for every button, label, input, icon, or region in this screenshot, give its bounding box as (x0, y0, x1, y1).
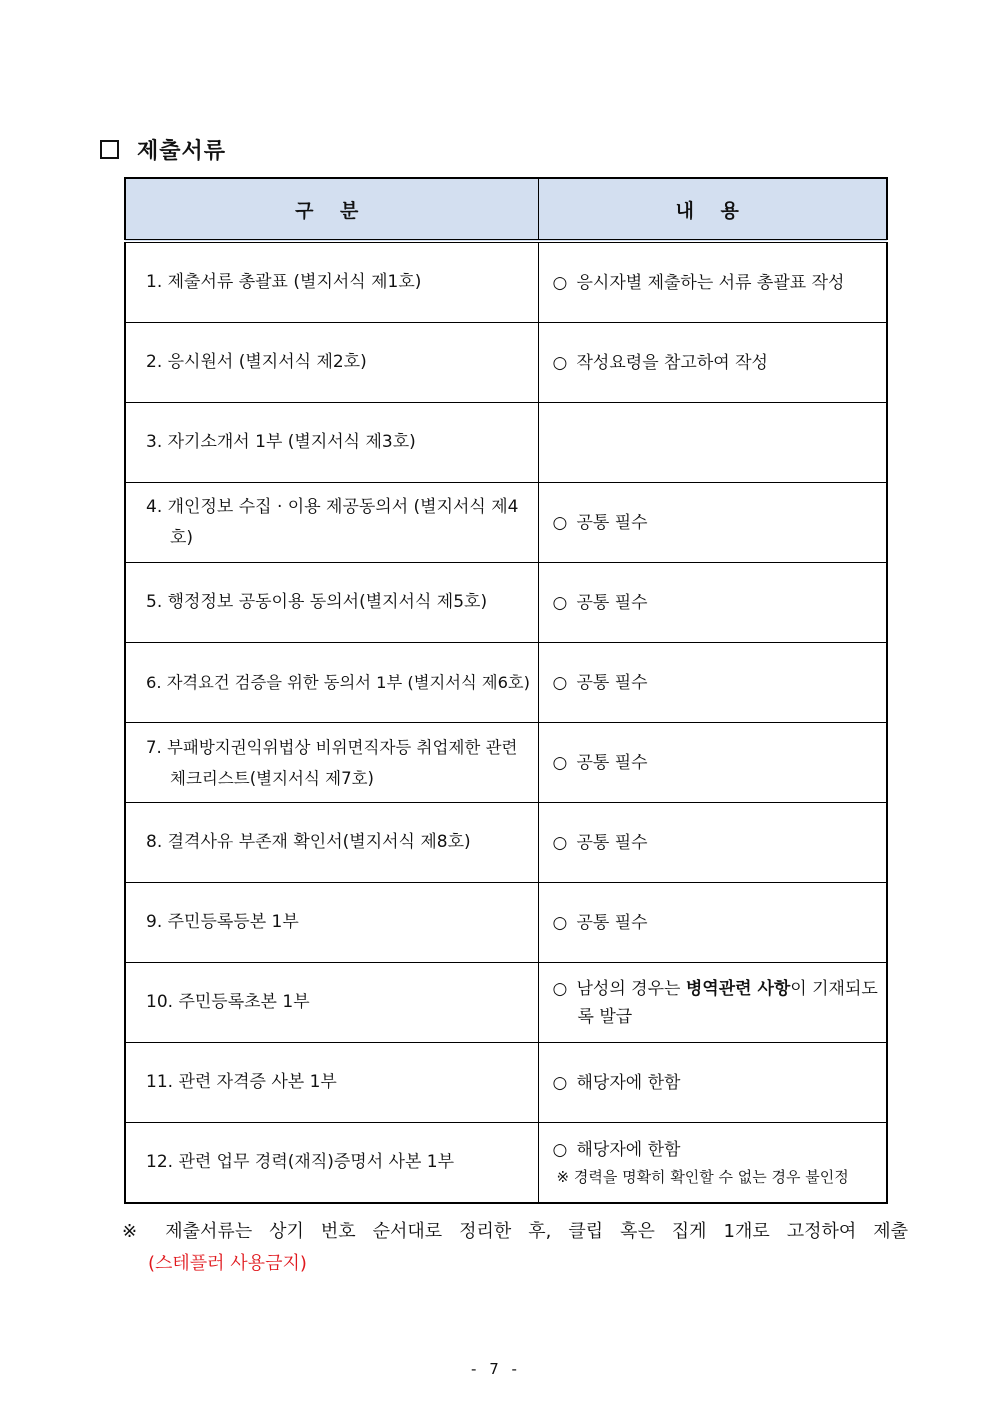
row-item: 8. 결격사유 부존재 확인서(별지서식 제8호) (146, 832, 471, 852)
row-item: 10. 주민등록초본 1부 (146, 992, 310, 1012)
bullet-icon: ○ (552, 1072, 568, 1093)
table-row (125, 241, 887, 323)
table-header-row (125, 178, 887, 241)
row-item: 2. 응시원서 (별지서식 제2호) (146, 352, 367, 372)
row-note: ※ 경력을 명확히 확인할 수 없는 경우 불인정 (556, 1167, 849, 1186)
bullet-icon: ○ (552, 912, 568, 933)
row-content: 작성요령을 참고하여 작성 (576, 352, 768, 373)
table-row (125, 323, 887, 403)
row-item: 1. 제출서류 총괄표 (별지서식 제1호) (146, 272, 422, 292)
row-content-empty (538, 403, 887, 483)
bullet-icon: ○ (552, 672, 568, 693)
table-row (125, 883, 887, 963)
row-content-post: 이 기재되도록 발급 (577, 978, 878, 1027)
bullet-icon: ○ (552, 752, 568, 773)
bullet-icon: ○ (552, 272, 568, 293)
row-item: 3. 자기소개서 1부 (별지서식 제3호) (146, 432, 416, 452)
page-number: - 7 - (471, 1360, 521, 1378)
row-content-pre: 남성의 경우는 (576, 978, 686, 999)
table-row (125, 1043, 887, 1123)
bullet-icon: ○ (552, 832, 568, 853)
submission-documents-table (124, 177, 888, 1204)
table-row (125, 643, 887, 723)
row-content: 공통 필수 (576, 672, 648, 693)
row-content: 공통 필수 (576, 752, 648, 773)
header-content: 내 용 (538, 178, 887, 241)
bullet-icon: ○ (552, 1139, 568, 1160)
row-content: 공통 필수 (576, 512, 648, 533)
table-row (125, 723, 887, 803)
footnote-text: ※ 제출서류는 상기 번호 순서대로 정리한 후, 클립 혹은 집게 1개로 고정하여 제출 (122, 1221, 908, 1242)
table-row (125, 403, 887, 483)
table-row (125, 563, 887, 643)
footnote (122, 1216, 908, 1280)
section-title: 제출서류 (137, 138, 227, 164)
row-item: 4. 개인정보 수집 · 이용 제공동의서 (별지서식 제4호) (146, 496, 519, 548)
row-item: 5. 행정정보 공동이용 동의서(별지서식 제5호) (146, 592, 488, 612)
row-item: 7. 부패방지권익위법상 비위면직자등 취업제한 관련 체크리스트(별지서식 제7호) (146, 737, 518, 788)
bullet-icon: ○ (552, 352, 568, 373)
footnote-warning: (스테플러 사용금지) (148, 1253, 307, 1274)
row-content: 응시자별 제출하는 서류 총괄표 작성 (576, 272, 845, 293)
section-heading (100, 134, 226, 165)
row-item: 12. 관련 업무 경력(재직)증명서 사본 1부 (146, 1152, 455, 1172)
row-content: 공통 필수 (576, 912, 648, 933)
header-category: 구 분 (125, 178, 538, 241)
checkbox-square-icon (100, 140, 119, 159)
row-content: 공통 필수 (576, 592, 648, 613)
row-item: 11. 관련 자격증 사본 1부 (146, 1072, 337, 1092)
bullet-icon: ○ (552, 978, 568, 999)
row-content: 공통 필수 (576, 832, 648, 853)
table-row (125, 1123, 887, 1204)
row-item: 9. 주민등록등본 1부 (146, 912, 299, 932)
table-row (125, 803, 887, 883)
table-row (125, 963, 887, 1043)
row-content: 해당자에 한함 (576, 1072, 681, 1093)
row-item: 6. 자격요건 검증을 위한 동의서 1부 (별지서식 제6호) (146, 673, 531, 692)
bullet-icon: ○ (552, 592, 568, 613)
bullet-icon: ○ (552, 512, 568, 533)
table-row (125, 483, 887, 563)
row-content: 해당자에 한함 (576, 1139, 681, 1160)
row-content-bold: 병역관련 사항 (685, 978, 791, 999)
